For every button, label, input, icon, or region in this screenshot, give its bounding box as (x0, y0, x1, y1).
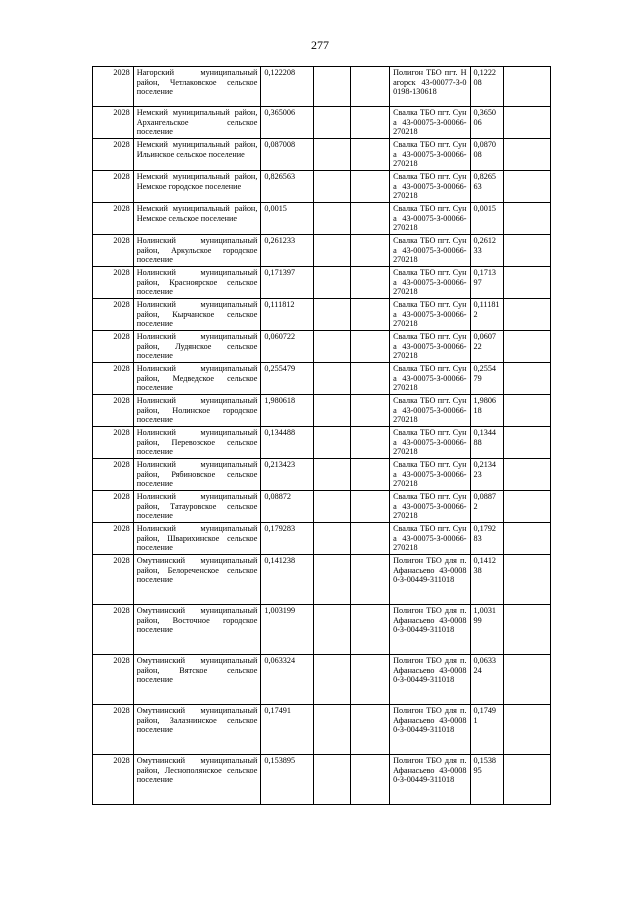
table-row (93, 299, 551, 331)
empty-cell (503, 235, 550, 267)
value-cell: 0,153895 (261, 755, 314, 805)
empty-cell (313, 555, 351, 605)
municipality-cell: Нолинский муниципальный район, Медведское сельское поселение (133, 363, 261, 395)
table-row (93, 107, 551, 139)
empty-cell (313, 491, 351, 523)
empty-cell (503, 139, 550, 171)
table-row (93, 705, 551, 755)
table-row (93, 67, 551, 107)
value-cell: 0,17491 (261, 705, 314, 755)
year-cell: 2028 (93, 459, 134, 491)
value-cell: 0,255479 (261, 363, 314, 395)
table-body (93, 67, 551, 805)
value-cell: 0,087008 (261, 139, 314, 171)
value-repeat-cell: 0,826563 (470, 171, 503, 203)
empty-cell (351, 331, 390, 363)
table-row (93, 491, 551, 523)
municipality-cell: Нагорский муниципальный район, Четлаковское сельское поселение (133, 67, 261, 107)
year-cell: 2028 (93, 235, 134, 267)
municipality-cell: Нолинский муниципальный район, Кырчанское сельское поселение (133, 299, 261, 331)
value-repeat-cell: 0,141238 (470, 555, 503, 605)
municipality-cell: Омутнинский муниципальный район, Залазнинское сельское поселение (133, 705, 261, 755)
table-row (93, 605, 551, 655)
empty-cell (503, 395, 550, 427)
table-row (93, 459, 551, 491)
empty-cell (351, 139, 390, 171)
table-row (93, 395, 551, 427)
value-repeat-cell: 0,111812 (470, 299, 503, 331)
value-cell: 0,171397 (261, 267, 314, 299)
empty-cell (351, 605, 390, 655)
waste-object-cell: Свалка ТБО пгт. Суна 43-00075-З-00066-270218 (390, 203, 470, 235)
waste-object-cell: Полигон ТБО для п. Афанасьево 43-00080-З-00449-311018 (390, 555, 470, 605)
empty-cell (503, 705, 550, 755)
waste-object-cell: Свалка ТБО пгт. Суна 43-00075-З-00066-270218 (390, 171, 470, 203)
municipality-cell: Немский муниципальный район, Архангельское сельское поселение (133, 107, 261, 139)
value-cell: 0,111812 (261, 299, 314, 331)
empty-cell (351, 395, 390, 427)
table-row (93, 427, 551, 459)
municipality-cell: Омутнинский муниципальный район, Леснополянское сельское поселение (133, 755, 261, 805)
waste-object-cell: Полигон ТБО для п. Афанасьево 43-00080-З-00449-311018 (390, 605, 470, 655)
empty-cell (313, 459, 351, 491)
waste-object-cell: Свалка ТБО пгт. Суна 43-00075-З-00066-270218 (390, 139, 470, 171)
municipality-cell: Нолинский муниципальный район, Аркульское городское поселение (133, 235, 261, 267)
year-cell: 2028 (93, 107, 134, 139)
empty-cell (503, 107, 550, 139)
empty-cell (351, 267, 390, 299)
year-cell: 2028 (93, 555, 134, 605)
year-cell: 2028 (93, 655, 134, 705)
empty-cell (503, 523, 550, 555)
value-repeat-cell: 0,122208 (470, 67, 503, 107)
empty-cell (503, 203, 550, 235)
empty-cell (351, 203, 390, 235)
empty-cell (503, 331, 550, 363)
value-repeat-cell: 0,17491 (470, 705, 503, 755)
empty-cell (313, 203, 351, 235)
waste-registry-table (92, 66, 551, 805)
empty-cell (313, 67, 351, 107)
municipality-cell: Нолинский муниципальный район, Шварихинское сельское поселение (133, 523, 261, 555)
table-row (93, 755, 551, 805)
year-cell: 2028 (93, 363, 134, 395)
empty-cell (313, 395, 351, 427)
value-repeat-cell: 0,087008 (470, 139, 503, 171)
table-row (93, 139, 551, 171)
value-cell: 0,0015 (261, 203, 314, 235)
empty-cell (313, 363, 351, 395)
year-cell: 2028 (93, 299, 134, 331)
empty-cell (351, 299, 390, 331)
value-cell: 0,134488 (261, 427, 314, 459)
empty-cell (313, 331, 351, 363)
table-row (93, 331, 551, 363)
empty-cell (503, 67, 550, 107)
waste-object-cell: Полигон ТБО для п. Афанасьево 43-00080-З-00449-311018 (390, 755, 470, 805)
municipality-cell: Нолинский муниципальный район, Лудянское сельское поселение (133, 331, 261, 363)
waste-object-cell: Свалка ТБО пгт. Суна 43-00075-З-00066-270218 (390, 235, 470, 267)
value-cell: 0,141238 (261, 555, 314, 605)
empty-cell (351, 171, 390, 203)
year-cell: 2028 (93, 605, 134, 655)
empty-cell (313, 655, 351, 705)
municipality-cell: Нолинский муниципальный район, Красноярское сельское поселение (133, 267, 261, 299)
waste-object-cell: Свалка ТБО пгт. Суна 43-00075-З-00066-270218 (390, 395, 470, 427)
table-row (93, 655, 551, 705)
value-cell: 1,980618 (261, 395, 314, 427)
empty-cell (503, 555, 550, 605)
waste-object-cell: Полигон ТБО для п. Афанасьево 43-00080-З-00449-311018 (390, 655, 470, 705)
empty-cell (313, 267, 351, 299)
year-cell: 2028 (93, 491, 134, 523)
value-cell: 0,060722 (261, 331, 314, 363)
waste-object-cell: Свалка ТБО пгт. Суна 43-00075-З-00066-270218 (390, 491, 470, 523)
municipality-cell: Нолинский муниципальный район, Перевозское сельское поселение (133, 427, 261, 459)
waste-object-cell: Свалка ТБО пгт. Суна 43-00075-З-00066-270218 (390, 427, 470, 459)
year-cell: 2028 (93, 203, 134, 235)
page-number: 277 (311, 38, 329, 52)
value-cell: 0,179283 (261, 523, 314, 555)
value-repeat-cell: 0,0015 (470, 203, 503, 235)
value-repeat-cell: 0,261233 (470, 235, 503, 267)
waste-object-cell: Полигон ТБО для п. Афанасьево 43-00080-З-00449-311018 (390, 705, 470, 755)
year-cell: 2028 (93, 705, 134, 755)
year-cell: 2028 (93, 523, 134, 555)
empty-cell (351, 555, 390, 605)
municipality-cell: Нолинский муниципальный район, Нолинское городское поселение (133, 395, 261, 427)
value-cell: 0,261233 (261, 235, 314, 267)
empty-cell (313, 107, 351, 139)
year-cell: 2028 (93, 139, 134, 171)
empty-cell (351, 523, 390, 555)
empty-cell (313, 705, 351, 755)
empty-cell (313, 427, 351, 459)
empty-cell (351, 459, 390, 491)
table-row (93, 171, 551, 203)
year-cell: 2028 (93, 331, 134, 363)
municipality-cell: Немский муниципальный район, Немское городское поселение (133, 171, 261, 203)
empty-cell (503, 171, 550, 203)
value-cell: 0,08872 (261, 491, 314, 523)
empty-cell (351, 235, 390, 267)
empty-cell (313, 523, 351, 555)
empty-cell (503, 755, 550, 805)
empty-cell (503, 267, 550, 299)
value-repeat-cell: 1,003199 (470, 605, 503, 655)
value-repeat-cell: 0,153895 (470, 755, 503, 805)
value-repeat-cell: 1,980618 (470, 395, 503, 427)
table-row (93, 267, 551, 299)
waste-object-cell: Свалка ТБО пгт. Суна 43-00075-З-00066-270218 (390, 299, 470, 331)
empty-cell (351, 755, 390, 805)
waste-object-cell: Свалка ТБО пгт. Суна 43-00075-З-00066-270218 (390, 363, 470, 395)
table-row (93, 203, 551, 235)
empty-cell (503, 427, 550, 459)
value-cell: 0,365006 (261, 107, 314, 139)
table-row (93, 555, 551, 605)
empty-cell (503, 491, 550, 523)
empty-cell (351, 705, 390, 755)
value-repeat-cell: 0,213423 (470, 459, 503, 491)
year-cell: 2028 (93, 395, 134, 427)
empty-cell (503, 605, 550, 655)
municipality-cell: Омутнинский муниципальный район, Белореченское сельское поселение (133, 555, 261, 605)
waste-object-cell: Свалка ТБО пгт. Суна 43-00075-З-00066-270218 (390, 459, 470, 491)
empty-cell (351, 491, 390, 523)
empty-cell (503, 299, 550, 331)
empty-cell (351, 427, 390, 459)
waste-object-cell: Полигон ТБО пгт. Нагорск 43-00077-З-00198-130618 (390, 67, 470, 107)
year-cell: 2028 (93, 171, 134, 203)
waste-object-cell: Свалка ТБО пгт. Суна 43-00075-З-00066-270218 (390, 107, 470, 139)
empty-cell (351, 363, 390, 395)
value-cell: 0,063324 (261, 655, 314, 705)
empty-cell (313, 605, 351, 655)
municipality-cell: Немский муниципальный район, Ильинское сельское поселение (133, 139, 261, 171)
value-repeat-cell: 0,134488 (470, 427, 503, 459)
year-cell: 2028 (93, 67, 134, 107)
table-row (93, 363, 551, 395)
empty-cell (313, 299, 351, 331)
municipality-cell: Немский муниципальный район, Немское сельское поселение (133, 203, 261, 235)
value-repeat-cell: 0,08872 (470, 491, 503, 523)
value-cell: 0,826563 (261, 171, 314, 203)
empty-cell (503, 655, 550, 705)
value-repeat-cell: 0,255479 (470, 363, 503, 395)
value-cell: 0,122208 (261, 67, 314, 107)
empty-cell (351, 107, 390, 139)
value-repeat-cell: 0,063324 (470, 655, 503, 705)
year-cell: 2028 (93, 427, 134, 459)
value-repeat-cell: 0,365006 (470, 107, 503, 139)
value-repeat-cell: 0,171397 (470, 267, 503, 299)
municipality-cell: Омутнинский муниципальный район, Вятское сельское поселение (133, 655, 261, 705)
value-cell: 0,213423 (261, 459, 314, 491)
empty-cell (503, 363, 550, 395)
empty-cell (503, 459, 550, 491)
municipality-cell: Нолинский муниципальный район, Рябиновское сельское поселение (133, 459, 261, 491)
empty-cell (313, 139, 351, 171)
table-row (93, 235, 551, 267)
waste-object-cell: Свалка ТБО пгт. Суна 43-00075-З-00066-270218 (390, 267, 470, 299)
empty-cell (351, 655, 390, 705)
year-cell: 2028 (93, 267, 134, 299)
empty-cell (313, 235, 351, 267)
year-cell: 2028 (93, 755, 134, 805)
waste-object-cell: Свалка ТБО пгт. Суна 43-00075-З-00066-270218 (390, 523, 470, 555)
value-cell: 1,003199 (261, 605, 314, 655)
value-repeat-cell: 0,060722 (470, 331, 503, 363)
waste-object-cell: Свалка ТБО пгт. Суна 43-00075-З-00066-270218 (390, 331, 470, 363)
value-repeat-cell: 0,179283 (470, 523, 503, 555)
municipality-cell: Омутнинский муниципальный район, Восточное городское поселение (133, 605, 261, 655)
empty-cell (351, 67, 390, 107)
empty-cell (313, 171, 351, 203)
municipality-cell: Нолинский муниципальный район, Татауровское сельское поселение (133, 491, 261, 523)
empty-cell (313, 755, 351, 805)
table-row (93, 523, 551, 555)
